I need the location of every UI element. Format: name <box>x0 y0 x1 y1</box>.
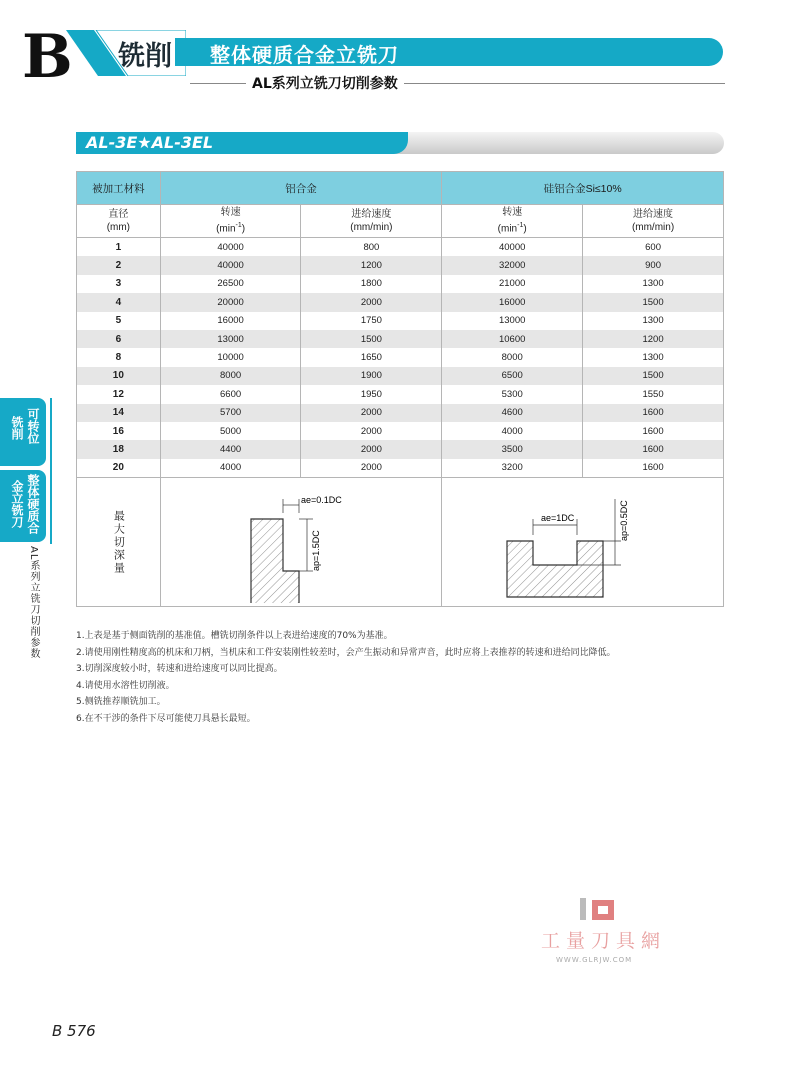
note-item: 3.切削深度较小时，转速和进给速度可以同比提高。 <box>76 664 283 674</box>
diameter-cell: 4 <box>77 293 161 311</box>
speed-cell-silicon: 3200 <box>442 459 583 478</box>
feed-cell-aluminum: 2000 <box>301 440 442 458</box>
depth-label-cell <box>77 478 161 607</box>
page-number: B 576 <box>52 1022 96 1040</box>
speed-cell-silicon: 32000 <box>442 256 583 274</box>
feed-cell-silicon: 1300 <box>583 275 724 293</box>
table-row <box>77 404 724 422</box>
diameter-cell: 16 <box>77 422 161 440</box>
side-tab-solid-b: 整体硬质合 <box>26 474 40 534</box>
feed-cell-aluminum: 1900 <box>301 367 442 385</box>
category-label: 铣削 <box>118 41 172 72</box>
feed-cell-aluminum: 2000 <box>301 422 442 440</box>
diagram-cell-2 <box>442 478 724 607</box>
speed-cell-aluminum: 10000 <box>160 348 301 366</box>
diameter-cell: 5 <box>77 312 161 330</box>
note-item: 6.在不干涉的条件下尽可能使刀具悬长最短。 <box>76 713 256 724</box>
feed-cell-aluminum: 1800 <box>301 275 442 293</box>
table-header-row <box>77 172 724 205</box>
note-item: 2.请使用刚性精度高的机床和刀柄，当机床和工件安装刚性较差时，会产生振动和异常声音，此时应将上表推荐的转速和进给同比降低。 <box>76 647 616 658</box>
table-row <box>77 238 724 257</box>
speed-header-1: 转速 $(\min^{-1})$ <box>160 205 301 238</box>
feed-cell-aluminum: 1200 <box>301 256 442 274</box>
diameter-cell: 1 <box>77 238 161 257</box>
side-tab-indexable-b: 可转位 <box>26 408 40 444</box>
table-row <box>77 459 724 478</box>
feed-cell-aluminum: 2000 <box>301 404 442 422</box>
speed-cell-aluminum: 6600 <box>160 385 301 403</box>
speed-cell-aluminum: 16000 <box>160 312 301 330</box>
feed-cell-aluminum: 1950 <box>301 385 442 403</box>
note-item: 5.侧铣推荐顺铣加工。 <box>76 697 166 707</box>
diameter-cell: 20 <box>77 459 161 478</box>
group-aluminum: 铝合金 <box>160 172 442 205</box>
table-row <box>77 348 724 366</box>
diameter-cell: 8 <box>77 348 161 366</box>
diameter-cell: 10 <box>77 367 161 385</box>
speed-cell-silicon: 8000 <box>442 348 583 366</box>
table-row <box>77 293 724 311</box>
notes-list <box>76 628 616 727</box>
feed-cell-silicon: 1300 <box>583 348 724 366</box>
diameter-cell: 18 <box>77 440 161 458</box>
diameter-cell: 2 <box>77 256 161 274</box>
speed-cell-silicon: 3500 <box>442 440 583 458</box>
diagram2-ae-label: ae=1DC <box>540 512 574 523</box>
speed-cell-aluminum: 20000 <box>160 293 301 311</box>
side-milling-diagram <box>201 479 401 603</box>
feed-cell-aluminum: 2000 <box>301 459 442 478</box>
speed-cell-silicon: 10600 <box>442 330 583 348</box>
section-label: AL-3E★AL-3EL <box>86 133 214 152</box>
feed-cell-aluminum: 800 <box>301 238 442 257</box>
diameter-cell: 6 <box>77 330 161 348</box>
speed-cell-aluminum: 8000 <box>160 367 301 385</box>
slot-milling-diagram <box>473 479 693 603</box>
table-subheader-row <box>77 205 724 238</box>
feed-cell-silicon: 1200 <box>583 330 724 348</box>
table-row <box>77 367 724 385</box>
group-silicon-aluminum: 硅铝合金Si≤10% <box>442 172 724 205</box>
feed-cell-silicon: 900 <box>583 256 724 274</box>
table-row <box>77 422 724 440</box>
feed-cell-aluminum: 1500 <box>301 330 442 348</box>
table-row <box>77 256 724 274</box>
speed-cell-aluminum: 5700 <box>160 404 301 422</box>
side-tab-indexable[interactable] <box>0 398 46 466</box>
diagram1-ap-label: ap=1.5DC <box>310 529 321 571</box>
speed-cell-aluminum: 26500 <box>160 275 301 293</box>
note-item: 4.请使用水溶性切削液。 <box>76 680 175 691</box>
feed-cell-silicon: 1500 <box>583 367 724 385</box>
feed-header-2: 进给速度 (mm/min) <box>583 205 724 238</box>
speed-cell-silicon: 16000 <box>442 293 583 311</box>
feed-cell-aluminum: 1650 <box>301 348 442 366</box>
speed-cell-silicon: 4600 <box>442 404 583 422</box>
side-tab-rule <box>50 398 52 544</box>
feed-cell-aluminum: 2000 <box>301 293 442 311</box>
feed-cell-silicon: 1600 <box>583 404 724 422</box>
note-item: 1.上表是基于侧面铣削的基准值。槽铣切削条件以上表进给速度的70%为基准。 <box>76 631 393 641</box>
material-header: 被加工材料 <box>77 172 161 205</box>
table-row <box>77 275 724 293</box>
diameter-header: 直径 (mm) <box>77 205 161 238</box>
diameter-cell: 14 <box>77 404 161 422</box>
table-row <box>77 385 724 403</box>
speed-cell-silicon: 5300 <box>442 385 583 403</box>
cutting-parameter-table <box>76 171 724 607</box>
diameter-cell: 3 <box>77 275 161 293</box>
section-letter: B <box>22 22 73 92</box>
watermark-url: WWW.GLRJW.COM <box>556 956 633 964</box>
side-tab-al-params[interactable]: AL系列立铣刀切削参数 <box>28 546 39 660</box>
watermark-logo-text: 工量刀具網 <box>541 930 667 952</box>
diagram1-ae-label: ae=0.1DC <box>300 494 342 505</box>
speed-cell-silicon: 13000 <box>442 312 583 330</box>
feed-cell-silicon: 600 <box>583 238 724 257</box>
speed-cell-aluminum: 4400 <box>160 440 301 458</box>
speed-cell-silicon: 4000 <box>442 422 583 440</box>
table-row <box>77 312 724 330</box>
feed-cell-silicon: 1500 <box>583 293 724 311</box>
diameter-cell: 12 <box>77 385 161 403</box>
table-row <box>77 330 724 348</box>
feed-header-1: 进给速度 (mm/min) <box>301 205 442 238</box>
speed-cell-silicon: 6500 <box>442 367 583 385</box>
feed-cell-silicon: 1600 <box>583 440 724 458</box>
diagram-cell-1 <box>160 478 442 607</box>
depth-label: 最大切深量 <box>112 509 125 575</box>
speed-cell-aluminum: 13000 <box>160 330 301 348</box>
speed-cell-aluminum: 5000 <box>160 422 301 440</box>
side-tab-indexable-a: 铣削 <box>10 416 24 440</box>
speed-cell-silicon: 21000 <box>442 275 583 293</box>
page-subtitle: AL系列立铣刀切削参数 <box>246 73 404 93</box>
feed-cell-silicon: 1300 <box>583 312 724 330</box>
feed-cell-silicon: 1600 <box>583 422 724 440</box>
table-row <box>77 440 724 458</box>
speed-cell-silicon: 40000 <box>442 238 583 257</box>
feed-cell-aluminum: 1750 <box>301 312 442 330</box>
speed-cell-aluminum: 4000 <box>160 459 301 478</box>
side-tab-solid-endmill[interactable] <box>0 470 46 542</box>
watermark-logo-icon <box>578 896 620 924</box>
feed-cell-silicon: 1550 <box>583 385 724 403</box>
feed-cell-silicon: 1600 <box>583 459 724 478</box>
speed-cell-aluminum: 40000 <box>160 256 301 274</box>
depth-diagram-row <box>77 478 724 607</box>
speed-cell-aluminum: 40000 <box>160 238 301 257</box>
page-title: 整体硬质合金立铣刀 <box>210 43 399 67</box>
diagram2-ap-label: ap=0.5DC <box>618 499 629 541</box>
side-tab-solid-a: 金立铣刀 <box>10 480 24 528</box>
speed-header-2: 转速 $(\min^{-1})$ <box>442 205 583 238</box>
